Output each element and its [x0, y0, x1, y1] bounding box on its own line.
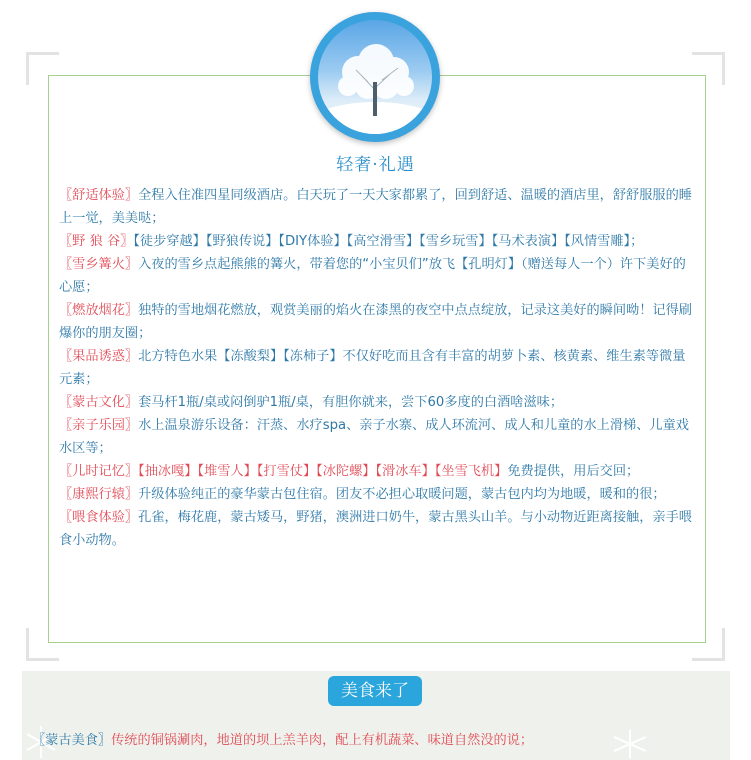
list-item — [59, 299, 695, 345]
list-item — [59, 391, 695, 414]
list-item — [32, 729, 533, 748]
item-text: 水上温泉游乐设备：汗蒸、水疗spa、亲子水寨、成人环流河、成人和儿童的水上滑梯、儿童戏水区等； — [59, 418, 689, 456]
item-text: 免费提供，用后交回； — [507, 464, 640, 479]
header-badge — [310, 12, 440, 142]
section-title: 轻奢·礼遇 — [336, 155, 415, 175]
item-text: 全程入住准四星同级酒店。白天玩了一天大家都累了，回到舒适、温暖的酒店里，舒舒服服的睡上一觉，美美哒； — [59, 188, 692, 226]
feature-list — [59, 184, 695, 552]
item-tag: 〖康熙行辕〗 — [59, 487, 139, 502]
snowflake-icon — [608, 728, 652, 760]
item-tag: 〖儿时记忆〗 — [59, 464, 139, 479]
list-item — [59, 414, 695, 460]
item-text: 升级体验纯正的豪华蒙古包住宿。团友不必担心取暖问题，蒙古包内均为地暖，暖和的很； — [138, 487, 666, 502]
list-item — [59, 345, 695, 391]
item-text: 独特的雪地烟花燃放，观赏美丽的焰火在漆黑的夜空中点点绽放，记录这美好的瞬间呦！记得刷爆你的朋友圈； — [59, 303, 692, 341]
item-tag: 〖蒙古美食〗 — [32, 733, 112, 748]
item-text: 【徒步穿越】【野狼传说】【DIY体验】【高空滑雪】【雪乡玩雪】【马术表演】【风情雪雕】； — [133, 234, 644, 249]
list-item — [59, 506, 695, 552]
list-item — [59, 184, 695, 230]
item-tag: 〖舒适体验〗 — [59, 188, 139, 203]
item-text: 入夜的雪乡点起熊熊的篝火，带着您的“小宝贝们”放飞【孔明灯】（赠送每人一个）许下美好的心愿； — [59, 257, 686, 295]
item-tag: 〖蒙古文化〗 — [59, 395, 139, 410]
list-item — [59, 460, 695, 483]
item-tag: 〖亲子乐园〗 — [59, 418, 139, 433]
item-text: 传统的铜锅涮肉，地道的坝上羔羊肉，配上有机蔬菜、味道自然没的说； — [111, 733, 534, 748]
list-item — [59, 253, 695, 299]
item-text: 孔雀，梅花鹿，蒙古矮马，野猪，澳洲进口奶牛，蒙古黑头山羊。与小动物近距离接触，亲手喂食小动物。 — [59, 510, 692, 548]
item-text: 北方特色水果【冻酸梨】【冻柿子】不仅好吃而且含有丰富的胡萝卜素、核黄素、维生素等微量元素； — [59, 349, 686, 387]
food-section-title: 美食来了 — [328, 676, 422, 706]
snow-tree-image — [318, 20, 432, 134]
item-tag: 〖果品诱惑〗 — [59, 349, 139, 364]
item-tag: 〖雪乡篝火〗 — [59, 257, 139, 272]
list-item — [59, 483, 695, 506]
item-text: 套马杆1瓶/桌或闷倒驴1瓶/桌，有胆你就来，尝下60多度的白酒啥滋味； — [138, 395, 564, 410]
item-highlight: 【抽冰嘎】【堆雪人】【打雪仗】【冰陀螺】【滑冰车】【坐雪飞机】 — [138, 464, 508, 479]
list-item — [59, 230, 695, 253]
item-tag: 〖燃放烟花〗 — [59, 303, 139, 318]
item-tag: 〖野 狼 谷〗 — [59, 234, 134, 249]
item-tag: 〖喂食体验〗 — [59, 510, 139, 525]
